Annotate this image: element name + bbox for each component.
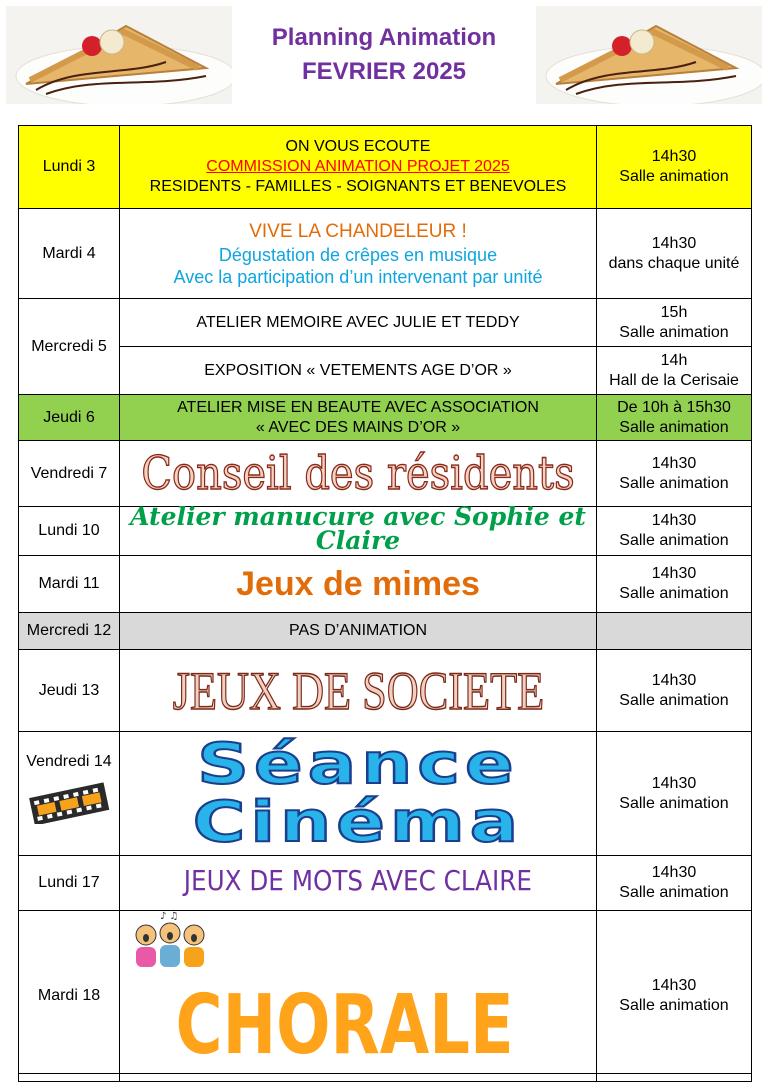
divider [18, 1073, 752, 1074]
time-cell [597, 395, 752, 441]
table-row [19, 395, 752, 441]
activity-cell [120, 911, 597, 1082]
day-cell: Mercredi 5 [19, 299, 120, 395]
crepe-photo-left [6, 6, 232, 104]
time-cell [597, 911, 752, 1082]
time-value: 14h30 [651, 454, 697, 472]
table-row [19, 507, 752, 556]
time-cell [597, 650, 752, 732]
activity-line-highlight: COMMISSION ANIMATION PROJET 2025 [206, 158, 510, 175]
time-value: 15h [660, 303, 688, 321]
location-value: Salle animation [619, 997, 729, 1014]
location-value: Salle animation [619, 418, 729, 436]
table-row [19, 299, 752, 347]
time-cell [597, 347, 752, 395]
day-cell: Jeudi 13 [19, 650, 120, 732]
activity-cell: EXPOSITION « VETEMENTS AGE D’OR » [120, 347, 597, 395]
crepe-photo-right [536, 6, 762, 104]
location-value: Salle animation [619, 168, 729, 185]
singers-icon [130, 911, 214, 971]
day-cell: Lundi 3 [19, 126, 120, 209]
table-row [19, 347, 752, 395]
activity-line: Dégustation de crêpes en musique [218, 244, 498, 265]
time-cell [597, 856, 752, 911]
location-value: Salle animation [619, 474, 729, 492]
table-row [19, 911, 752, 1082]
table-row [19, 209, 752, 299]
table-row [19, 732, 752, 856]
activity-line: RESIDENTS - FAMILLES - SOIGNANTS ET BENEVOLES [149, 178, 567, 195]
activity-wordart: Séance [197, 731, 519, 797]
day-cell: Lundi 17 [19, 856, 120, 911]
time-value: 14h30 [651, 234, 697, 252]
time-value: 14h30 [651, 148, 697, 165]
day-cell: Lundi 10 [19, 507, 120, 556]
time-cell [597, 507, 752, 556]
location-value: dans chaque unité [608, 254, 740, 272]
schedule-table [18, 125, 752, 1082]
svg-text:♪ ♫: ♪ ♫ [160, 911, 179, 922]
time-cell [597, 209, 752, 299]
activity-cell [120, 441, 597, 507]
time-cell [597, 613, 752, 650]
time-value: 14h30 [651, 977, 697, 994]
activity-cell [120, 650, 597, 732]
activity-cell [120, 126, 597, 209]
table-row [19, 556, 752, 613]
activity-line: ATELIER MISE EN BEAUTE AVEC ASSOCIATION [177, 398, 539, 416]
table-row [19, 856, 752, 911]
activity-line: Avec la participation d’un intervenant par unité [173, 266, 543, 287]
table-row [19, 126, 752, 209]
day-label: Vendredi 14 [26, 753, 112, 770]
time-cell [597, 441, 752, 507]
day-cell: Vendredi 7 [19, 441, 120, 507]
time-value: 14h30 [651, 774, 697, 792]
activity-wordart: Jeux de mimes [236, 565, 480, 603]
location-value: Salle animation [619, 323, 729, 341]
page-title: Planning Animation [271, 24, 497, 51]
activity-cell: PAS D’ANIMATION [120, 613, 597, 650]
time-cell [597, 299, 752, 347]
activity-wordart: JEUX DE SOCIETE [172, 660, 544, 721]
time-value: 14h30 [651, 565, 697, 582]
day-cell: Jeudi 6 [19, 395, 120, 441]
location-value: Salle animation [619, 794, 729, 812]
activity-cell [120, 502, 597, 556]
activity-wordart: Cinéma [192, 789, 524, 855]
time-value: 14h30 [651, 864, 697, 881]
day-cell: Mardi 18 [19, 911, 120, 1082]
time-cell [597, 126, 752, 209]
location-value: Salle animation [619, 532, 729, 549]
activity-cell: ATELIER MEMOIRE AVEC JULIE ET TEDDY [120, 299, 597, 347]
activity-cell [120, 395, 597, 441]
activity-line: ON VOUS ECOUTE [285, 138, 431, 155]
location-value: Salle animation [619, 585, 729, 602]
time-value: 14h30 [651, 512, 697, 529]
activity-title: VIVE LA CHANDELEUR ! [249, 220, 467, 242]
time-cell [597, 556, 752, 613]
activity-cell [120, 732, 597, 856]
activity-wordart: Atelier manucure avec Sophie et Claire [130, 502, 586, 555]
table-row [19, 613, 752, 650]
activity-wordart: Conseil des résidents [141, 447, 575, 500]
activity-cell [120, 209, 597, 299]
time-value: 14h30 [651, 671, 697, 689]
time-value: De 10h à 15h30 [617, 398, 731, 416]
location-value: Salle animation [619, 884, 729, 901]
location-value: Salle animation [619, 691, 729, 709]
table-row [19, 441, 752, 507]
activity-cell [120, 856, 597, 911]
day-cell: Mardi 11 [19, 556, 120, 613]
location-value: Hall de la Cerisaie [609, 371, 739, 389]
time-value: 14h [660, 351, 688, 369]
table-row [19, 650, 752, 732]
day-cell: Mardi 4 [19, 209, 120, 299]
activity-cell [120, 556, 597, 613]
day-cell: Mercredi 12 [19, 613, 120, 650]
activity-line: « AVEC DES MAINS D’OR » [255, 418, 461, 436]
page-subtitle-month: FEVRIER 2025 [301, 58, 467, 85]
activity-wordart: JEUX DE MOTS AVEC CLAIRE [183, 863, 533, 897]
activity-wordart: CHORALE [175, 978, 514, 1073]
